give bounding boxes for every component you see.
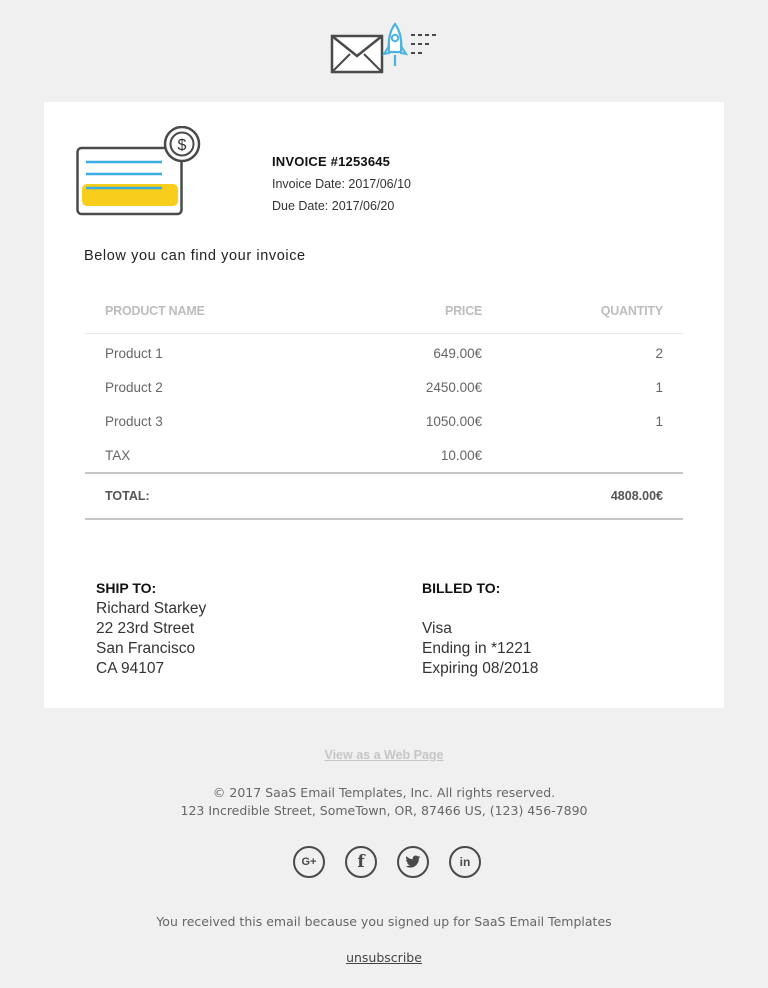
header-product-name: PRODUCT NAME [85,288,332,334]
due-date: Due Date: 2017/06/20 [272,199,395,213]
ship-to-line: CA 94107 [96,660,165,677]
product-qty: 2 [655,345,663,361]
ship-to-line: 22 23rd Street [96,620,195,637]
total-spacer [332,473,502,519]
product-name: Product 3 [105,413,163,429]
invoice-date: Invoice Date: 2017/06/10 [272,177,411,191]
tax-amount: 10.00€ [332,438,502,473]
unsubscribe-link[interactable]: unsubscribe [346,950,422,965]
total-label: TOTAL: [85,473,332,519]
intro-text: Below you can find your invoice [84,248,306,264]
view-web-page-link[interactable]: View as a Web Page [324,748,444,762]
product-qty: 1 [655,413,663,429]
dollar-sign: $ [177,137,187,154]
ship-to-heading: SHIP TO: [96,580,157,596]
billed-to-line: Ending in *1221 [422,640,532,657]
product-price: 2450.00€ [425,379,483,395]
billed-to-line: Visa [422,620,452,637]
header-quantity: QUANTITY [502,288,683,334]
product-name: Product 2 [105,379,163,395]
ship-to-block [96,578,206,679]
twitter-bird-icon [405,855,421,869]
total-row [85,473,683,519]
billed-to-heading: BILLED TO: [422,580,501,596]
table-row [85,334,683,371]
linkedin-icon[interactable]: in [449,846,481,878]
product-price: 649.00€ [433,345,483,361]
product-qty: 1 [655,379,663,395]
table-header-row [85,288,683,334]
billed-to-block [422,578,538,679]
blank-line [422,599,538,619]
invoice-card [44,102,724,708]
signup-notice: You received this email because you signed up for SaaS Email Templates [156,914,612,929]
copyright-block [0,784,768,820]
invoice-items-table [85,288,683,520]
table-row [85,404,683,438]
invoice-number: INVOICE #1253645 [272,154,391,169]
invoice-document-icon [76,126,208,218]
twitter-icon[interactable] [397,846,429,878]
company-address: 123 Incredible Street, SomeTown, OR, 87466 US, (123) 456-7890 [180,803,588,818]
google-plus-icon[interactable]: G+ [293,846,325,878]
tax-label: TAX [85,438,332,473]
envelope-rocket-logo-icon [328,20,440,80]
copyright-text: © 2017 SaaS Email Templates, Inc. All rights reserved. [212,785,556,800]
social-links [293,846,481,878]
tax-qty [502,438,683,473]
facebook-icon[interactable]: f [345,846,377,878]
table-row [85,370,683,404]
ship-to-line: San Francisco [96,640,196,657]
product-price: 1050.00€ [425,413,483,429]
ship-to-line: Richard Starkey [96,600,207,617]
invoice-meta [272,154,411,213]
product-name: Product 1 [105,345,163,361]
header-price: PRICE [332,288,502,334]
total-value: 4808.00€ [502,473,683,519]
billed-to-line: Expiring 08/2018 [422,660,539,677]
tax-row [85,438,683,473]
